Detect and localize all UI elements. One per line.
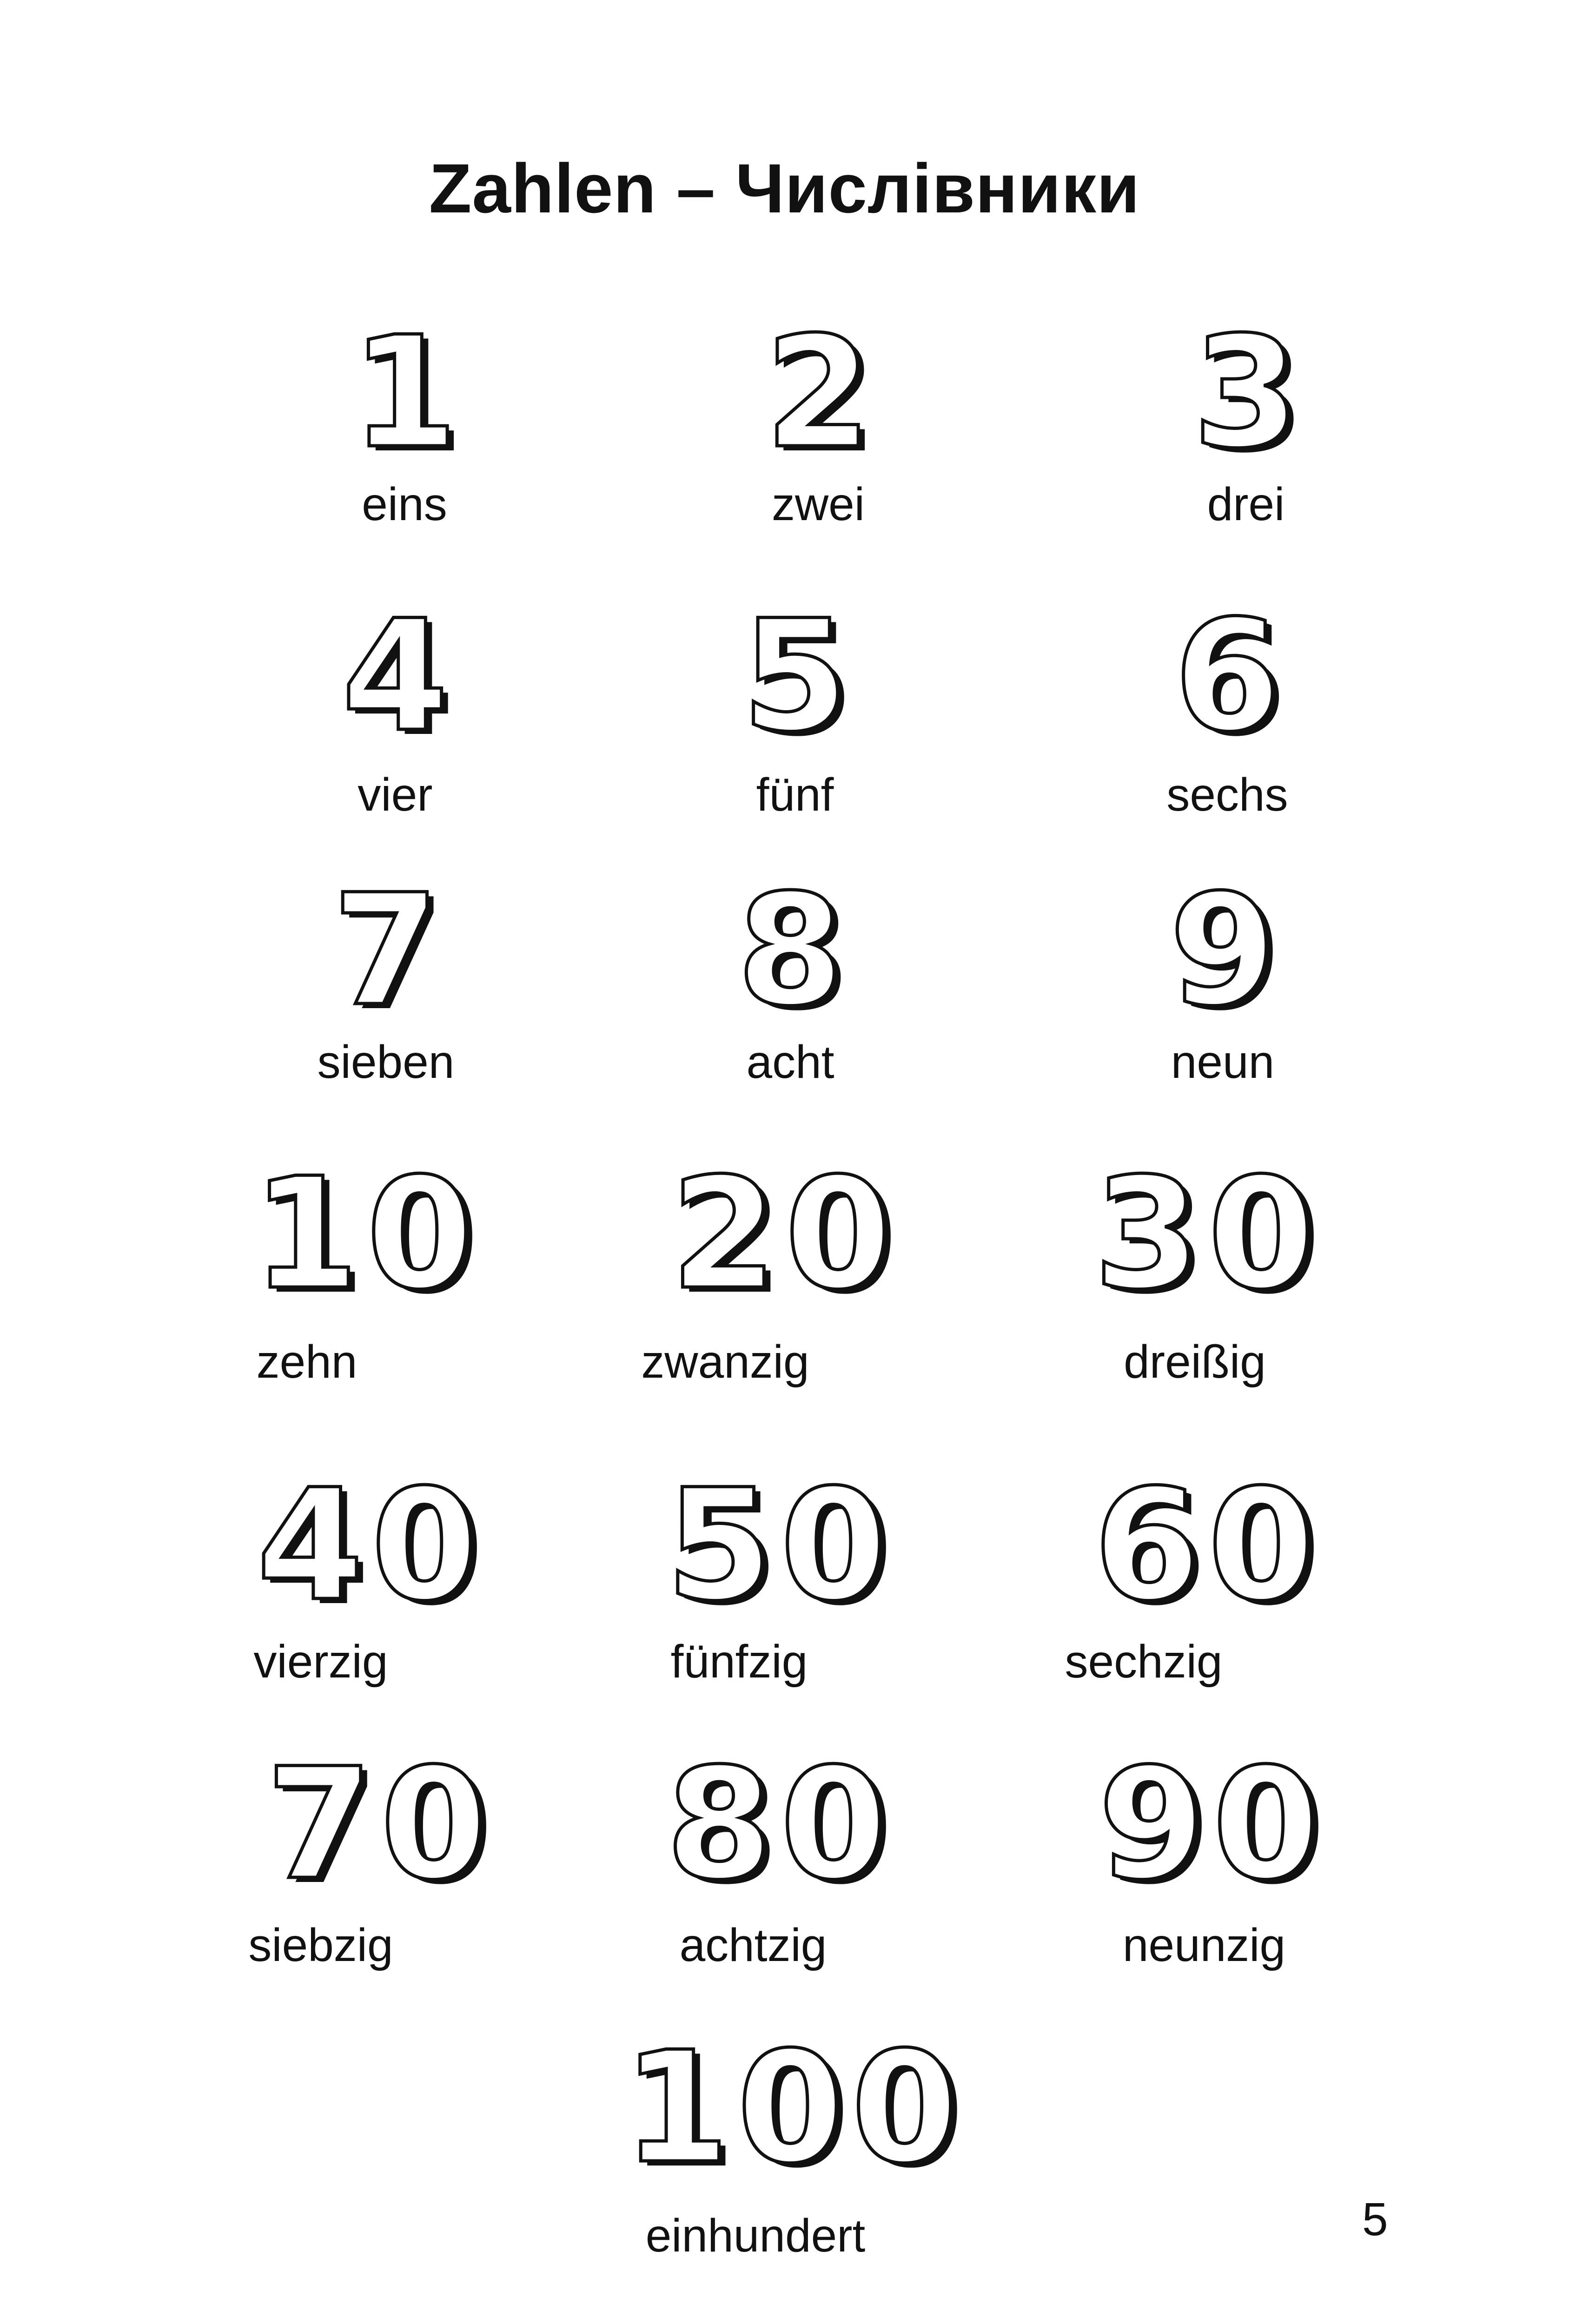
number-cell-40 [242,1455,493,1697]
numeral-70 [251,1734,502,1914]
number-word-2: zwei [771,478,865,530]
numeral-90 [1079,1734,1339,1914]
number-word-6: sechs [1166,769,1288,821]
numeral-digit-0: 0 [785,1145,892,1323]
numeral-digit-7: 7 [266,1735,373,1914]
numeral-digit-7: 7 [332,861,439,1040]
numeral-10 [242,1139,483,1323]
numeral-5 [716,581,874,766]
number-word-80: achtzig [679,1919,827,1971]
number-word-60: sechzig [1065,1636,1223,1688]
number-word-100: einhundert [645,2210,866,2262]
numeral-30 [1074,1139,1334,1323]
number-word-20: zwanzig [641,1336,809,1388]
number-word-8: acht [746,1036,834,1088]
numeral-digit-4: 4 [342,587,449,766]
numeral-digit-6: 6 [1174,587,1281,766]
number-word-5: fünf [756,769,834,821]
numeral-digit-5: 5 [741,587,848,766]
numeral-3 [1167,297,1325,482]
numeral-digit-0: 0 [780,1735,887,1914]
number-cell-100 [609,2017,972,2278]
numeral-20 [651,1139,911,1323]
numeral-digit-6: 6 [1093,1456,1200,1635]
number-cell-1 [325,297,483,539]
numeral-digit-0: 0 [1212,1735,1319,1914]
number-cell-9 [1144,860,1302,1102]
number-word-7: sieben [317,1036,455,1088]
numeral-digit-9: 9 [1098,1735,1205,1914]
numeral-digit-2: 2 [765,304,872,482]
number-cell-60 [1065,1455,1330,1697]
numeral-9 [1144,860,1302,1040]
number-cell-20 [641,1139,911,1399]
number-cell-2 [739,297,897,539]
number-cell-5 [716,581,874,823]
numeral-digit-0: 0 [737,2019,844,2197]
numeral-80 [646,1734,907,1914]
number-cell-10 [242,1139,483,1399]
numeral-100 [609,2017,972,2197]
number-cell-50 [651,1455,902,1697]
number-word-90: neunzig [1122,1919,1286,1971]
numeral-digit-0: 0 [1208,1456,1315,1635]
numeral-digit-0: 0 [851,2019,958,2197]
numeral-60 [1079,1455,1330,1635]
numeral-digit-5: 5 [666,1456,773,1635]
numeral-digit-9: 9 [1169,861,1276,1040]
number-cell-80 [646,1734,907,1975]
number-word-4: vier [357,769,433,821]
numeral-digit-2: 2 [670,1145,777,1323]
number-word-70: siebzig [248,1919,393,1971]
numeral-1 [325,297,483,482]
number-word-9: neun [1171,1036,1275,1088]
numeral-digit-0: 0 [371,1456,478,1635]
numeral-40 [242,1455,493,1635]
number-cell-7 [307,860,465,1102]
number-word-1: eins [362,478,447,530]
number-cell-30 [1074,1139,1334,1399]
numeral-digit-8: 8 [737,861,844,1040]
number-cell-8 [711,860,869,1102]
numeral-digit-1: 1 [252,1145,359,1323]
numeral-8 [711,860,869,1040]
number-word-10: zehn [256,1336,357,1388]
numeral-2 [739,297,897,482]
numeral-digit-4: 4 [257,1456,364,1635]
numeral-4 [316,581,474,766]
numeral-50 [651,1455,902,1635]
page-number: 5 [1362,2193,1388,2245]
numeral-7 [307,860,465,1040]
numeral-digit-0: 0 [780,1456,887,1635]
number-word-30: dreißig [1124,1336,1266,1388]
number-word-40: vierzig [253,1636,388,1688]
numeral-digit-0: 0 [380,1735,487,1914]
number-cell-3 [1167,297,1325,539]
numeral-digit-1: 1 [622,2019,730,2197]
page-title: Zahlen – Числівники [429,149,1140,227]
numeral-digit-8: 8 [666,1735,773,1914]
number-cell-90 [1079,1734,1339,1975]
number-word-3: drei [1207,478,1285,530]
number-cell-6 [1148,581,1306,823]
numeral-digit-1: 1 [351,304,458,482]
number-word-50: fünfzig [670,1636,808,1688]
numeral-digit-3: 3 [1192,304,1299,482]
numeral-6 [1148,581,1306,766]
numeral-digit-0: 0 [366,1145,473,1323]
number-cell-4 [316,581,474,823]
numeral-digit-3: 3 [1093,1145,1200,1323]
numeral-digit-0: 0 [1208,1145,1315,1323]
number-cell-70 [248,1734,502,1975]
